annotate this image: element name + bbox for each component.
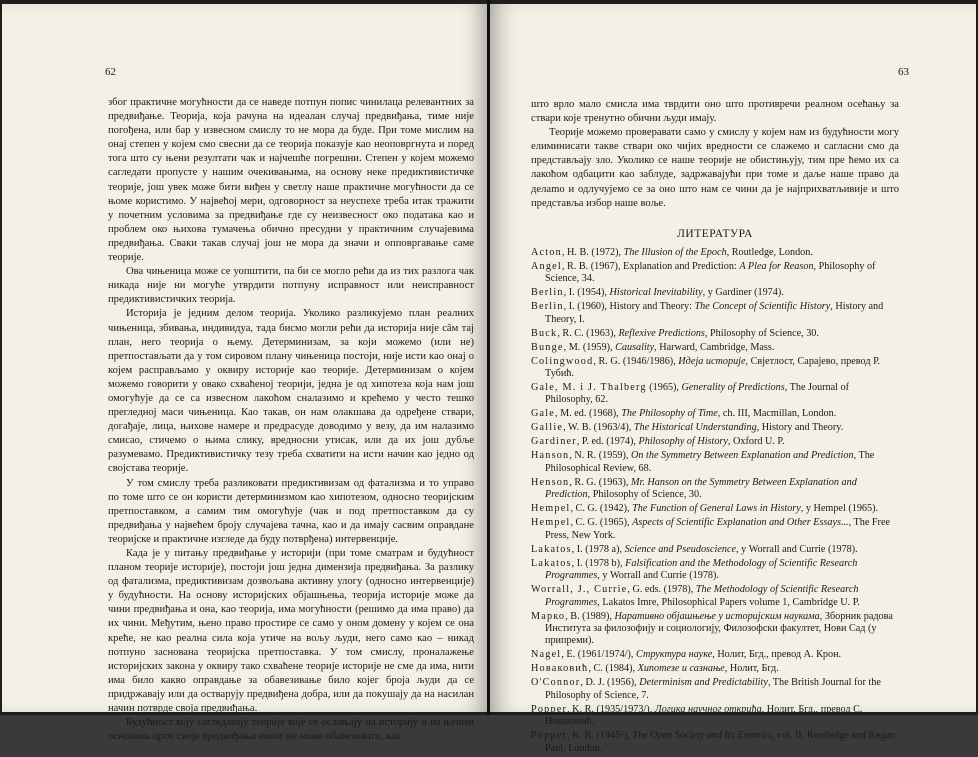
reference-title: Наративно објашњење у историјским наукама xyxy=(614,610,820,622)
reference-item xyxy=(531,677,899,702)
reference-item xyxy=(531,503,899,515)
reference-rest-pre: (1965), xyxy=(646,382,682,394)
reference-author: Popper xyxy=(531,703,568,715)
reference-author: Colingwood xyxy=(531,355,594,367)
reference-rest-pre: , R. B. (1967), Explanation and Prediction: xyxy=(561,260,740,272)
reference-rest-post: , у Worrall and Currie (1978). xyxy=(597,570,719,582)
reference-rest-pre: , H. B. (1972), xyxy=(561,246,624,258)
reference-rest-pre: , R. G. (1963), xyxy=(569,476,632,488)
reference-rest-post: , Нолит, Бгд. xyxy=(724,663,779,675)
references-heading: ЛИТЕРАТУРА xyxy=(677,227,753,240)
reference-item xyxy=(531,730,899,755)
reference-rest-pre: , R. C. (1963), xyxy=(557,327,619,339)
reference-rest-pre: , I. (1954), xyxy=(563,287,610,299)
paragraph: Историја је једним делом теорија. Уколико разликујемо план реалних чињеница, збивања, индивидуа, тада бисмо могли рећи да историја није сâм тај план, него теорија о њему. Детерминизам, за који можемо (или не) претпостављати да у том сировом плану чињеница постоји, није исти као онај о којем расправљамо у оквиру историје као теорије. Детерминизам о којем можемо говорити у овако схваћеној теорији, једна је од хипотеза која нам још омогућује да се са извесном лакоћом сналазимо и крећемо у често тешко прегледној маси чињеница. Као такав, он нам олакшава да одређене ствари, догађаје, лица, њихове намере и предрасуде доводимо у везу, да им налазимо смисао, стичемо о њима слику, вредносни утисак, или да их још дубље разумевамо. Предиктивистичку тезу треба схватити на исти начин као једно од својстава теорије. xyxy=(108,308,474,475)
reference-item xyxy=(531,477,899,502)
reference-title: On the Symmetry Between Explanation and Prediction xyxy=(631,450,854,462)
body-text xyxy=(531,98,899,757)
reference-author: Gallie xyxy=(531,422,564,434)
reference-rest-pre: , D. J. (1956), xyxy=(580,677,640,689)
reference-author: Новаковић xyxy=(531,663,589,675)
reference-item xyxy=(531,663,899,675)
reference-item xyxy=(531,247,899,259)
reference-rest-pre: , N. R. (1959), xyxy=(569,450,632,462)
reference-rest-post: , vol. II, Routledge and Kegan Paul, London. xyxy=(545,730,896,754)
reference-title: The Concept of Scientific History xyxy=(694,301,831,313)
body-text xyxy=(108,96,474,744)
reference-author: Lakatos xyxy=(531,543,572,555)
reference-author: Hanson xyxy=(531,450,570,462)
reference-rest-post: , Нолит, Бгд., превод А. Крон. xyxy=(712,649,842,661)
reference-rest-pre: , K. R. (1935/1973/), xyxy=(567,703,655,715)
reference-item xyxy=(531,517,899,542)
reference-rest-post: , Свјетлост, Сарајево, превод Р. Тубић. xyxy=(545,355,881,380)
paragraph: У том смислу треба разликовати предиктивизам од фатализма и то управо по томе што се он користи детерминизмом као хипотезом, односно теоријским претпоставком, а самим тим омогућује (чак и под претпоставком да су предвиђања у највећем броју случајева тачна, као и да имају сасвим оправдане теоријске и практичне изгледе да буду потврђена) интервенције. xyxy=(108,477,474,545)
reference-item xyxy=(531,301,899,326)
reference-author: Acton xyxy=(531,246,562,258)
reference-rest-pre: , В. (1989), xyxy=(565,610,615,622)
reference-author: Lakatos xyxy=(531,557,572,569)
reference-item xyxy=(531,382,899,407)
reference-author: Gale, M. i J. Thalberg xyxy=(531,382,647,394)
reference-item xyxy=(531,408,899,420)
reference-title: Falsification and the Methodology of Scientific Research Programmes xyxy=(545,557,858,582)
reference-title: Philosophy of History xyxy=(638,436,728,448)
left-page xyxy=(2,4,488,743)
reference-author: Nagel xyxy=(531,649,562,661)
reference-title: Historical Inevitability xyxy=(609,287,703,299)
reference-author: Berlin xyxy=(531,301,564,313)
page-number: 63 xyxy=(898,66,909,78)
reference-rest-post: , Harward, Cambridge, Mass. xyxy=(654,341,775,353)
reference-rest-pre: , M. (1959), xyxy=(563,341,616,353)
reference-rest-post: , Lakatos Imre, Philosophical Papers volume 1, Cambridge U. P. xyxy=(597,596,860,608)
reference-author: Popper xyxy=(531,730,568,742)
reference-title: Идеја историје xyxy=(678,355,746,367)
reference-rest-post: , Нолит, Бгд., превод С. Новаковић. xyxy=(545,703,863,728)
reference-rest-pre: , K. R. (1945⁵), xyxy=(567,730,633,742)
reference-title: Aspects of Scientific Explanation and Other Essays... xyxy=(632,517,849,529)
reference-author: Worrall, J., Currie xyxy=(531,584,628,596)
reference-title: Логика научног открића xyxy=(654,703,762,715)
reference-item xyxy=(531,287,899,299)
reference-rest-post: , у Gardiner (1974). xyxy=(702,287,784,299)
reference-rest-post: , ch. III, Macmillan, London. xyxy=(717,408,837,420)
reference-title: Reflexive Predictions xyxy=(618,327,705,339)
reference-rest-pre: , I. (1960), History and Theory: xyxy=(563,301,695,313)
reference-title: Структура науке xyxy=(636,649,713,661)
reference-title: The Philosophy of Time xyxy=(621,408,718,420)
reference-author: Hempel xyxy=(531,503,571,515)
reference-rest-pre: , G. eds. (1978), xyxy=(627,584,696,596)
reference-item xyxy=(531,356,899,381)
reference-rest-post: , Philosophy of Science, 30. xyxy=(587,489,702,501)
reference-title: The Illusion of the Epoch xyxy=(623,246,727,258)
reference-rest-post: , у Hempel (1965). xyxy=(800,503,879,515)
reference-item xyxy=(531,436,899,448)
reference-title: Causality xyxy=(615,341,655,353)
reference-rest-pre: , M. ed. (1968), xyxy=(555,408,622,420)
reference-rest-pre: , С. (1984), xyxy=(588,663,638,675)
reference-author: Berlin xyxy=(531,287,564,299)
reference-title: The Open Society and Its Enemies xyxy=(632,730,772,742)
reference-rest-pre: , I. (1978 b), xyxy=(571,557,626,569)
reference-rest-post: , Philosophy of Science, 30. xyxy=(704,327,819,339)
reference-rest-post: , Routledge, London. xyxy=(726,246,813,258)
reference-rest-pre: , C. G. (1965), xyxy=(570,517,633,529)
reference-rest-pre: , R. G. (1946/1986), xyxy=(593,355,679,367)
reference-title: Хипотезе и сазнање xyxy=(637,663,725,675)
reference-item xyxy=(531,450,899,475)
reference-item xyxy=(531,558,899,583)
reference-author: Марко xyxy=(531,610,566,622)
reference-author: Gale xyxy=(531,408,556,420)
reference-item xyxy=(531,422,899,434)
reference-author: O'Connor xyxy=(531,677,581,689)
reference-rest-post: , History and Theory. xyxy=(756,422,844,434)
reference-author: Henson xyxy=(531,476,570,488)
reference-author: Angel xyxy=(531,260,562,272)
reference-item xyxy=(531,649,899,661)
reference-rest-post: , The Free Press, New York. xyxy=(545,517,890,541)
reference-rest-post: , The Journal of Philosophy, 62. xyxy=(545,382,850,406)
reference-item xyxy=(531,328,899,340)
paragraph: због практичне могућности да се наведе потпун попис чинилаца релевантних за предвиђање. Теорија, која рачуна на идеалан случај предвиђања, тиме није погођена, или бар у извесном смислу то не мора да буде. При томе мислим на онај степен у којем смо свесни да се теорија показује као неоповргнута и поред тога што су њени резултати чак и најчешће погрешни. Степен у којем можемо сагледати пропусте у нашим очекивањима, на основу неке предиктивистичке теорије, још увек може бити виђен у светлу наше практичне могућности да се њоме користимо. У највећој мери, одговорност за неуспехе треба итак тражити у почетним условима за предвиђање где су неизвесност око података као и проблем око њихова тумачења обично пресудни у практичним случајевима предвиђања. Сваки такав случај још не мора да значи и опповргавање саме теорије. xyxy=(108,97,474,264)
reference-list xyxy=(531,247,899,755)
reference-author: Buck xyxy=(531,327,558,339)
reference-author: Gardiner xyxy=(531,436,577,448)
paragraph: што врло мало смисла има тврдити оно што противречи реалном осећању за ствари које тренутно обични људи имају. xyxy=(531,99,899,125)
reference-item xyxy=(531,704,899,729)
paragraph: Теорије можемо проверавати само у смислу у којем нам из будућности могу елиминисати такве ствари око чијих вредности се слажемо и сагласни смо да представљају зло. Уколико се наше теорије не обистињују, тим пре ћемо их са лакоћом одбацити као заблуде, задржавајући при томе и даље наше право да делamo и одлучујемо се за оно што нам се чини да је најприхватљивије и што представља избор наше воље. xyxy=(531,127,899,209)
reference-rest-post: , Oxford U. P. xyxy=(727,436,785,448)
reference-author: Hempel xyxy=(531,517,571,529)
reference-rest-post: , The Philosophical Review, 68. xyxy=(545,450,875,474)
reference-title: Mr. Hanson on the Symmetry Between Explanation and Prediction xyxy=(545,476,857,501)
paragraph: Будућност коју сагледавају теорије које се ослањају на историју и на њеним основама црпе своја предвиђања никог не може обавезивати, као xyxy=(108,717,474,743)
reference-item xyxy=(531,261,899,286)
reference-rest-post: , The British Journal for the Philosophy of Science, 7. xyxy=(545,677,881,701)
reference-rest-post: , Philosophy of Science, 34. xyxy=(545,260,876,285)
reference-item xyxy=(531,544,899,556)
reference-title: The Function of General Laws in History xyxy=(632,503,801,515)
reference-author: Bunge xyxy=(531,341,564,353)
reference-rest-post: , у Worrall and Currie (1978). xyxy=(736,543,858,555)
reference-title: The Historical Understanding xyxy=(633,422,757,434)
reference-title: Generality of Predictions xyxy=(681,382,785,394)
reference-title: Science and Pseudoscience xyxy=(624,543,737,555)
reference-rest-pre: , C. G. (1942), xyxy=(570,503,633,515)
reference-title: A Plea for Reason xyxy=(739,260,814,272)
reference-rest-pre: , I. (1978 a), xyxy=(571,543,625,555)
reference-rest-pre: , P. ed. (1974), xyxy=(576,436,639,448)
reference-item xyxy=(531,611,899,648)
reference-title: The Methodology of Scientific Research Programmes xyxy=(545,584,859,608)
page-number: 62 xyxy=(105,66,116,78)
reference-item xyxy=(531,584,899,609)
reference-rest-pre: , E. (1961/1974/), xyxy=(561,649,637,661)
reference-rest-post: , Зборник радова Института за филозофију и социологију, Филозофски факултет, Нови Сад (у припреми). xyxy=(545,610,893,647)
reference-rest-post: , History and Theory, I. xyxy=(545,301,884,325)
paragraph: Ова чињеница може се уопштити, па би се могло рећи да из тих разлога чак никада није ни могуће утврдити потпуну исправност или неисправност предиктивистичких теорија. xyxy=(108,266,474,306)
reference-title: Determinism and Predictability xyxy=(639,677,768,689)
reference-item xyxy=(531,342,899,354)
reference-rest-pre: , W. B. (1963/4), xyxy=(563,422,634,434)
right-page xyxy=(490,4,976,754)
paragraph: Када је у питању предвиђање у историји (при томе сматрам и будућност планом теорије историје), постоји још једна димензија предвиђања. За разлику од фатализма, предиктивизам дозвољава активну улогу (односно интервенције) у будућности. На основу историјских објашњења, теорија историје може да чини предвиђања и она, као теорија, има могућности (решимо да има право) да их чини. Међутим, њено право простире се само у оном домену у којем се она креће, не као реална сила која утиче на вољу људи, него само као – никад потпуно заснована теоријска претпоставка. У том смислу, проналажење историјских закона у оквиру тако схваћене теорије историје не сме да има, нити има било какво оправдање за обавезивање било којег броја људи да се придржавају или да остварују предвиђена добра, или да покушају да на насилан начин потврде своја предвиђања. xyxy=(108,548,474,715)
